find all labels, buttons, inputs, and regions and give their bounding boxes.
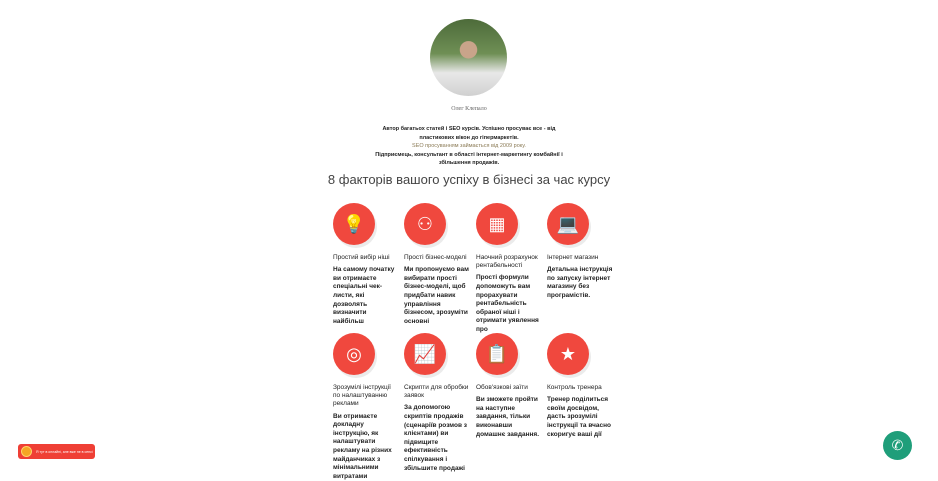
- feature-item: [547, 203, 613, 301]
- laptop-icon: 💻: [547, 203, 589, 245]
- feature-text: Ви зможете пройти на наступне завдання, тільки виконавши домашнє завдання.: [476, 396, 540, 438]
- feature-text: На самому початку ви отримаєте спеціальні чек-листи, які дозволять визначити найбільш: [333, 266, 395, 325]
- author-bio: [370, 125, 568, 168]
- section-heading: 8 факторів вашого успіху в бізнесі за час курсу: [327, 172, 611, 187]
- feature-title: Прості бізнес-моделі: [404, 254, 467, 261]
- feature-text: Детальна інструкція по запуску інтернет магазину без програмістів.: [547, 266, 613, 299]
- org-chart-icon: ⚇: [404, 203, 446, 245]
- feature-text: Ми пропонуємо вам вибирати прості бізнес-моделі, щоб придбати навик управління бізнесом, зрозуміти основні: [404, 266, 469, 325]
- feature-item: [404, 333, 470, 473]
- author-avatar: [430, 19, 507, 96]
- feature-title: Обов'язкові заїти: [476, 384, 528, 391]
- target-icon: ◎: [333, 333, 375, 375]
- feature-item: [404, 203, 470, 326]
- feature-title: Зрозумілі інструкції по налаштуванню реклами: [333, 384, 391, 408]
- feature-title: Наочний розрахунок рентабельності: [476, 254, 538, 270]
- feature-item: [333, 203, 399, 326]
- bio-line: Підприємець, консультант в області інтернет-маркетингу комбайнії і: [375, 151, 563, 158]
- feature-title: Простий вибір ніші: [333, 254, 390, 261]
- star-icon: ★: [547, 333, 589, 375]
- bio-highlight: SEO просуванням займається від 2009 року.: [412, 143, 526, 150]
- badge-text: Я тут в онлайні, але вже не в сенсі: [36, 449, 93, 454]
- phone-call-button[interactable]: [883, 431, 912, 460]
- chat-widget-badge[interactable]: [18, 444, 95, 459]
- feature-item: [547, 333, 613, 439]
- feature-title: Інтернет магазин: [547, 254, 599, 261]
- calculator-icon: ▦: [476, 203, 518, 245]
- feature-text: Ви отримаєте докладну інструкцію, як налаштувати рекламу на різних майданчиках з мінімальними витратами: [333, 412, 392, 480]
- bio-line: пластикових вікон до гіпермаркетів.: [419, 134, 519, 141]
- lightbulb-icon: 💡: [333, 203, 375, 245]
- feature-item: [333, 333, 399, 481]
- feature-title: Контроль тренера: [547, 384, 602, 391]
- feature-item: [476, 333, 542, 439]
- bio-line: збільшення продажів.: [438, 160, 500, 167]
- chart-icon: 📈: [404, 333, 446, 375]
- phone-icon: ✆: [891, 437, 904, 453]
- feature-text: Прості формули допоможуть вам прорахувати рентабельність обраної ніші і отримати уявлення про: [476, 274, 539, 333]
- bio-line: Автор багатьох статей і SEO курсів. Успішно просуває все - від: [382, 126, 556, 132]
- feature-text: Тренер поділиться своїм досвідом, дасть зрозумілі інструкції та вчасно скоригує ваші дії: [547, 396, 611, 438]
- feature-item: [476, 203, 542, 334]
- clipboard-icon: 📋: [476, 333, 518, 375]
- feature-title: Скрипти для обробки заявок: [404, 384, 469, 400]
- author-name: Олег Клепало: [451, 106, 487, 112]
- chat-avatar-icon: [21, 446, 32, 457]
- feature-text: За допомогою скриптів продажів (сценаріїв розмов з клієнтами) ви підвищите ефективність спілкування і збільшите продажі: [404, 404, 467, 472]
